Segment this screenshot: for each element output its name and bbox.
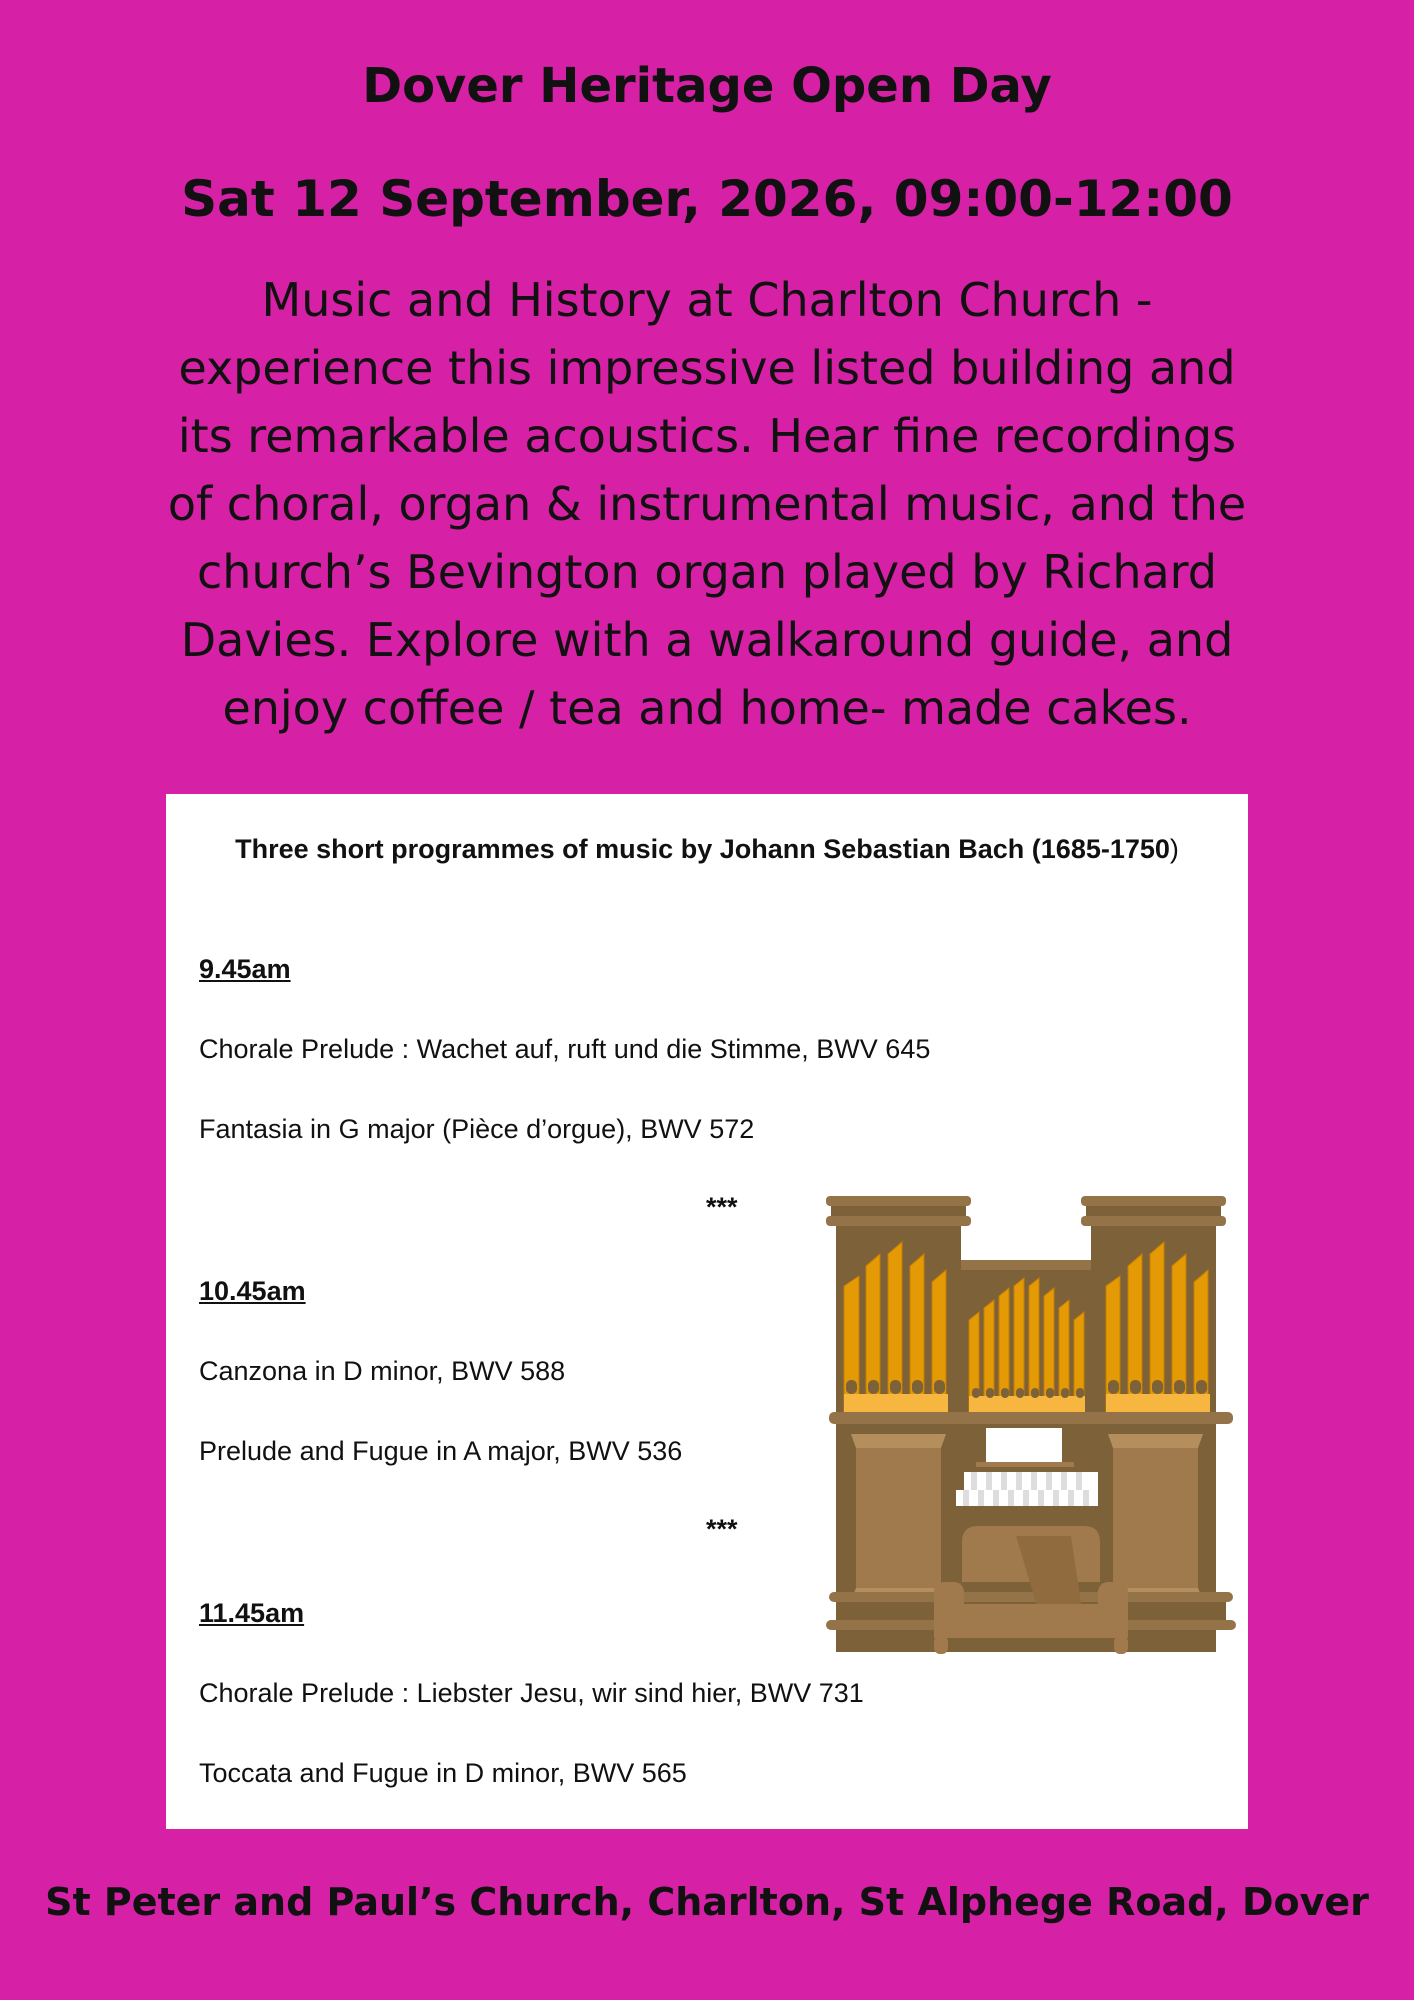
pipe-organ-icon <box>826 1196 1236 1656</box>
session-time: 9.45am <box>199 954 291 984</box>
session-time: 10.45am <box>199 1276 306 1306</box>
programme-heading <box>166 834 1248 865</box>
programme-piece: Prelude and Fugue in A major, BWV 536 <box>199 1436 683 1466</box>
programme-heading-paren: ) <box>1169 834 1179 864</box>
session-separator: *** <box>706 1514 738 1544</box>
session-separator: *** <box>706 1192 738 1222</box>
programme-heading-text: Three short programmes of music by Johann Sebastian Bach (1685-1750 <box>235 834 1170 864</box>
programme-piece: Toccata and Fugue in D minor, BWV 565 <box>199 1758 687 1788</box>
programme-piece: Fantasia in G major (Pièce d’orgue), BWV 572 <box>199 1114 755 1144</box>
programme-piece: Chorale Prelude : Wachet auf, ruft und die Stimme, BWV 645 <box>199 1034 931 1064</box>
programme-piece: Chorale Prelude : Liebster Jesu, wir sind hier, BWV 731 <box>199 1678 864 1708</box>
programme-piece: Canzona in D minor, BWV 588 <box>199 1356 566 1386</box>
event-date: Sat 12 September, 2026, 09:00-12:00 <box>181 170 1233 228</box>
venue-address: St Peter and Paul’s Church, Charlton, St Alphege Road, Dover <box>45 1880 1369 1924</box>
event-description: Music and History at Charlton Church - experience this impressive listed building and its remarkable acoustics. Hear fine recordings of choral, organ & instrumental music, and the church’s Bevington organ played by Richard Davies. Explore with a walkaround guide, and enjoy coffee / tea and home- made cakes. <box>167 273 1247 735</box>
session-time: 11.45am <box>199 1598 305 1628</box>
programme-card <box>166 794 1248 1829</box>
event-title: Dover Heritage Open Day <box>362 58 1052 114</box>
